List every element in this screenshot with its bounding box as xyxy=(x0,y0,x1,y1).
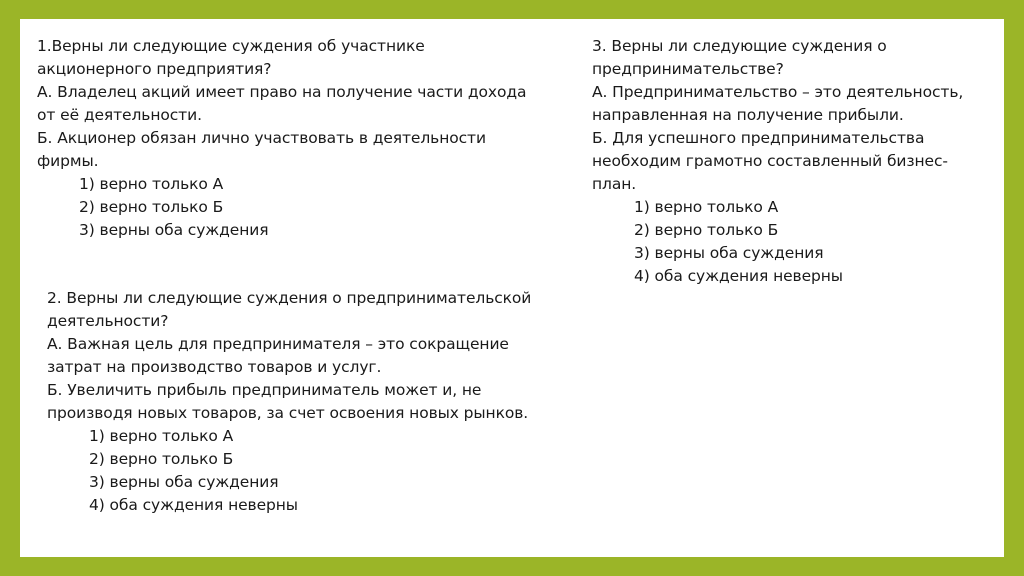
question-1-line: фирмы. xyxy=(37,152,99,170)
question-2-option-3: 3) верны оба суждения xyxy=(89,473,279,491)
question-2-line: Б. Увеличить прибыль предприниматель может и, не xyxy=(47,381,482,399)
question-1-option-1: 1) верно только А xyxy=(79,175,224,193)
question-1-line: акционерного предприятия? xyxy=(37,60,272,78)
question-2-line: 2. Верны ли следующие суждения о предпринимательской xyxy=(47,289,532,307)
question-3-option-1: 1) верно только А xyxy=(634,198,779,216)
question-2 xyxy=(47,287,531,517)
question-3-line: Б. Для успешного предпринимательства xyxy=(592,129,925,147)
question-2-line: производя новых товаров, за счет освоения новых рынков. xyxy=(47,404,529,422)
question-3 xyxy=(592,35,963,288)
question-2-line: деятельности? xyxy=(47,312,169,330)
question-1-line: А. Владелец акций имеет право на получение части дохода xyxy=(37,83,527,101)
question-3-line: необходим грамотно составленный бизнес- xyxy=(592,152,948,170)
question-1-line: 1.Верны ли следующие суждения об участнике xyxy=(37,37,425,55)
question-2-line: А. Важная цель для предпринимателя – это сокращение xyxy=(47,335,509,353)
slide-canvas xyxy=(20,19,1004,557)
question-1-line: Б. Акционер обязан лично участвовать в деятельности xyxy=(37,129,486,147)
question-3-option-3: 3) верны оба суждения xyxy=(634,244,824,262)
question-3-line: предпринимательстве? xyxy=(592,60,784,78)
question-1 xyxy=(37,35,526,242)
question-3-option-2: 2) верно только Б xyxy=(634,221,779,239)
question-3-line: направленная на получение прибыли. xyxy=(592,106,904,124)
question-1-option-2: 2) верно только Б xyxy=(79,198,224,216)
question-1-line: от её деятельности. xyxy=(37,106,202,124)
question-2-line: затрат на производство товаров и услуг. xyxy=(47,358,382,376)
question-3-line: 3. Верны ли следующие суждения о xyxy=(592,37,887,55)
question-1-option-3: 3) верны оба суждения xyxy=(79,221,269,239)
question-2-option-1: 1) верно только А xyxy=(89,427,234,445)
question-2-option-2: 2) верно только Б xyxy=(89,450,234,468)
question-3-line: А. Предпринимательство – это деятельность, xyxy=(592,83,964,101)
question-3-line: план. xyxy=(592,175,637,193)
question-2-option-4: 4) оба суждения неверны xyxy=(89,496,298,514)
question-3-option-4: 4) оба суждения неверны xyxy=(634,267,843,285)
